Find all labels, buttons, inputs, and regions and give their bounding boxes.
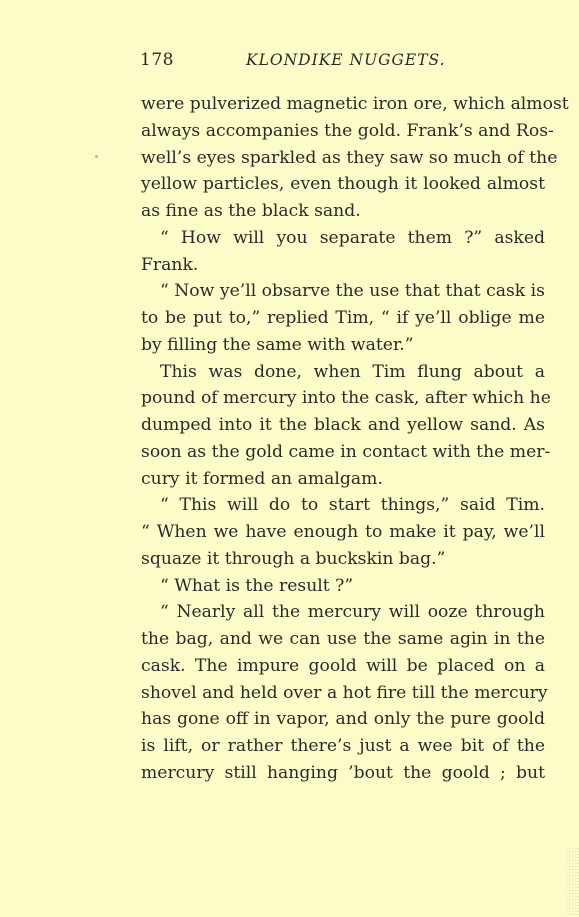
page-number: 178 — [140, 50, 174, 70]
text-line: “ This will do to start things,” said Tim. — [160, 495, 545, 516]
body-text — [141, 91, 569, 787]
text-line: cask. The impure goold will be placed on a — [141, 655, 545, 676]
text-line: This was done, when Tim flung about a — [160, 361, 545, 382]
text-line: soon as the gold came in contact with the mer- — [141, 441, 551, 462]
text-line: dumped into it the black and yellow sand. As — [141, 415, 545, 435]
text-line: to be put to,” replied Tim, “ if ye’ll oblige me — [141, 308, 545, 328]
text-line: were pulverized magnetic iron ore, which almost — [141, 94, 569, 114]
text-line: always accompanies the gold. Frank’s and Ros- — [141, 120, 554, 141]
running-title: KLONDIKE NUGGETS. — [246, 51, 446, 69]
text-line: “ What is the result ?” — [160, 575, 354, 596]
text-line: “ Now ye’ll obsarve the use that that cask is — [160, 281, 545, 302]
text-line: “ When we have enough to make it pay, we’ll — [141, 522, 545, 542]
text-line: squaze it through a buckskin bag.” — [141, 548, 446, 569]
text-line: well’s eyes sparkled as they saw so much of the — [141, 147, 558, 168]
text-line: Frank. — [141, 254, 199, 275]
text-line: the bag, and we can use the same agin in the — [141, 629, 545, 649]
text-line: by filling the same with water.” — [141, 334, 414, 355]
paper-speck — [95, 155, 98, 158]
text-line: has gone off in vapor, and only the pure goold — [141, 709, 545, 730]
text-line: as fine as the black sand. — [141, 201, 361, 221]
paper-edge-texture — [565, 847, 579, 917]
text-line: pound of mercury into the cask, after which he — [141, 388, 551, 409]
text-line: cury it formed an amalgam. — [141, 468, 383, 489]
text-line: yellow particles, even though it looked almost — [141, 174, 545, 195]
text-line: is lift, or rather there’s just a wee bit of the — [141, 736, 545, 756]
text-line: “ Nearly all the mercury will ooze through — [160, 602, 545, 623]
text-line: “ How will you separate them ?” asked — [160, 227, 545, 248]
text-line: mercury still hanging ’bout the goold ; but — [141, 762, 545, 783]
running-header — [140, 48, 545, 72]
text-line: shovel and held over a hot fire till the mercury — [141, 682, 548, 703]
